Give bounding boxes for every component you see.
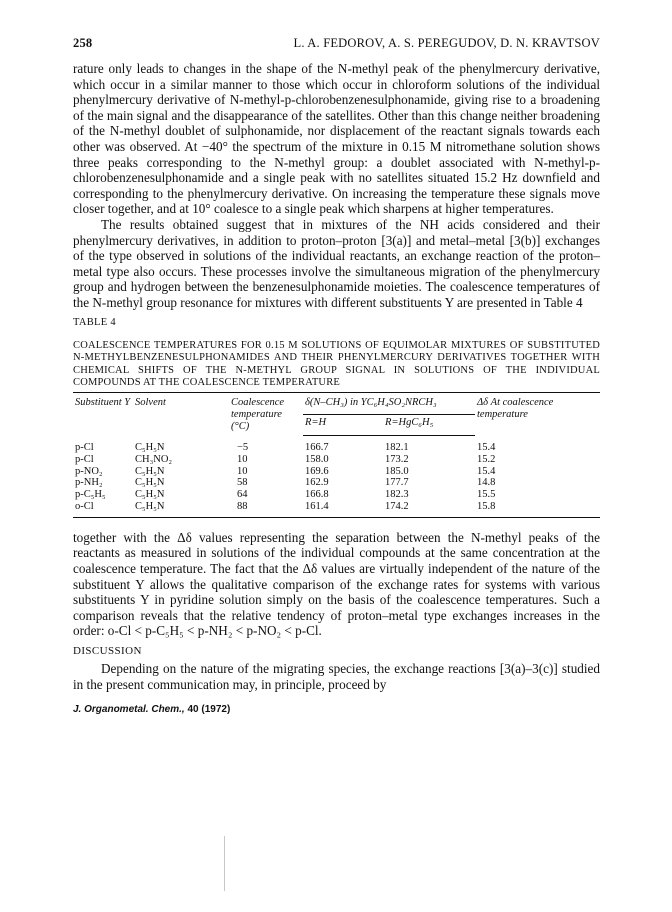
cell-rh: 169.6 — [305, 465, 329, 477]
cell-rh: 166.8 — [305, 489, 329, 501]
table-row — [73, 477, 600, 489]
cell-delta: 15.4 — [477, 465, 496, 477]
cell-y: o-Cl — [75, 500, 94, 512]
body-paragraph-3: together with the Δδ values representing the separation between the N-methyl peaks of the reactants as measured in solutions of the individual compounds at the same concentration at the coalescence temperature. The fact that the Δδ values are virtually independent of the nature of the substituent Y allows the qualitative comparison of the exchange rates for systems with various substituents Y in pyridine solution simply on the basis of the coalescence temperatures. Such a comparison reveals that the relative tendency of proton–metal type exchanges increases in the order: o-Cl < p-C₅H₅ < p-NH₂ < p-NO₂ < p-Cl. — [73, 529, 600, 639]
running-header — [73, 36, 600, 51]
cell-solvent: CH₃NO₂ — [135, 453, 173, 465]
cell-temp: 10 — [237, 465, 248, 477]
coalescence-table — [73, 392, 600, 518]
table-row — [73, 501, 600, 517]
cell-temp: 88 — [237, 500, 248, 512]
table-row — [73, 466, 600, 478]
cell-rh: 158.0 — [305, 453, 329, 465]
journal-footer — [73, 704, 600, 715]
cell-delta: 14.8 — [477, 477, 496, 489]
page — [73, 36, 600, 715]
journal-name: J. Organometal. Chem., — [73, 704, 185, 716]
table-body — [73, 435, 600, 517]
table-row — [73, 489, 600, 501]
cell-rhg: 185.0 — [385, 465, 409, 477]
table-row — [73, 435, 600, 453]
table-caption: COALESCENCE TEMPERATURES FOR 0.15 M SOLUTIONS OF EQUIMOLAR MIXTURES OF SUBSTITUTED N-METHYLBENZENESULPHONAMIDES AND THEIR PHENYLMERCURY DERIVATIVES TOGETHER WITH CHEMICAL SHIFTS OF THE N-METHYL GROUP SIGNAL IN SOLUTIONS OF THE INDIVIDUAL COMPOUNDS AT THE COALESCENCE TEMPERATURE — [73, 339, 600, 389]
cell-rh: 166.7 — [305, 441, 329, 453]
table-label: TABLE 4 — [73, 316, 116, 328]
body-paragraph-1: rature only leads to changes in the shape of the N-methyl peak of the phenylmercury derivative, which occur in a similar manner to those which occur in chloroform solutions of the individual phenylmercury derivative of N-methyl-p-chlorobenzenesulphonamide, giving rise to a broadening of the main signal and the disappearance of the satellites. Other than this change neither broadening of the N-methyl doublet of sulphonamide, nor displacement of the reactant signals towards each other was observed. At −40° the spectrum of the mixture in 0.15 M nitromethane solution shows three peaks corresponding to the N-methyl group: a doublet associated with N-methyl-p-chlorobenzenesulphonamide and a single peak with no satellites situated 15.2 Hz downfield and corresponding to the phenylmercury derivative. On increasing the temperature these signals move closer together, and at 10° coalesce to a single peak which sharpens at higher temperatures. — [73, 61, 600, 217]
cell-rhg: 177.7 — [385, 477, 409, 489]
cell-y: p-Cl — [75, 453, 94, 465]
col-header-temperature: Coalescence temperature (°C) — [231, 396, 285, 433]
page-number: 258 — [73, 36, 93, 50]
body-paragraph-2: The results obtained suggest that in mixtures of the NH acids considered and their phenylmercury derivatives, in addition to proton–proton [3(a)] and metal–metal [3(b)] exchanges of the type observed in solutions of the individual reactants, an exchange reaction of the proton–metal type also occurs. These processes involve the simultaneous migration of the phenylmercury group and hydrogen between the benzenesulphonamide moieties. The coalescence temperatures of the N-methyl group resonance for mixtures with different substituents Y are presented in Table 4 — [73, 216, 600, 310]
discussion-heading: DISCUSSION — [73, 644, 142, 657]
cell-temp: 10 — [237, 453, 248, 465]
cell-rhg: 182.3 — [385, 489, 409, 501]
scan-line-artifact — [224, 836, 225, 891]
col-header-solvent: Solvent — [135, 396, 166, 408]
cell-rh: 161.4 — [305, 500, 329, 512]
col-header-chemical-shift: δ(N–CH₃) in YC₆H₄SO₂NRCH₃ — [305, 396, 437, 408]
col-header-r-hg: R=HgC₆H₅ — [383, 415, 475, 436]
cell-rhg: 182.1 — [385, 441, 409, 453]
table-row — [73, 454, 600, 466]
cell-y: p-Cl — [75, 441, 94, 453]
cell-rhg: 173.2 — [385, 453, 409, 465]
journal-volume: 40 (1972) — [187, 704, 231, 716]
cell-y: p-C₅H₅ — [75, 489, 106, 501]
cell-rh: 162.9 — [305, 477, 329, 489]
cell-temp: 64 — [237, 489, 248, 501]
running-authors: L. A. FEDOROV, A. S. PEREGUDOV, D. N. KRAVTSOV — [293, 36, 600, 50]
cell-delta: 15.5 — [477, 489, 496, 501]
col-header-delta: Δδ At coalescence temperature — [477, 396, 554, 421]
cell-delta: 15.2 — [477, 453, 496, 465]
cell-temp: −5 — [237, 441, 249, 453]
discussion-paragraph: Depending on the nature of the migrating species, the exchange reactions [3(a)–3(c)] studied in the present communication may, in principle, proceed by — [73, 660, 600, 692]
cell-y: p-NO₂ — [75, 465, 103, 477]
col-header-r-h: R=H — [303, 415, 383, 436]
cell-solvent: C₅H₅N — [135, 477, 165, 489]
cell-solvent: C₅H₅N — [135, 441, 165, 453]
cell-solvent: C₅H₅N — [135, 489, 165, 501]
cell-y: p-NH₂ — [75, 477, 103, 489]
cell-rhg: 174.2 — [385, 500, 409, 512]
cell-delta: 15.4 — [477, 441, 496, 453]
col-header-substituent: Substituent Y — [75, 396, 131, 408]
cell-solvent: C₅H₅N — [135, 465, 165, 477]
cell-delta: 15.8 — [477, 500, 496, 512]
cell-solvent: C₅H₅N — [135, 500, 165, 512]
cell-temp: 58 — [237, 477, 248, 489]
